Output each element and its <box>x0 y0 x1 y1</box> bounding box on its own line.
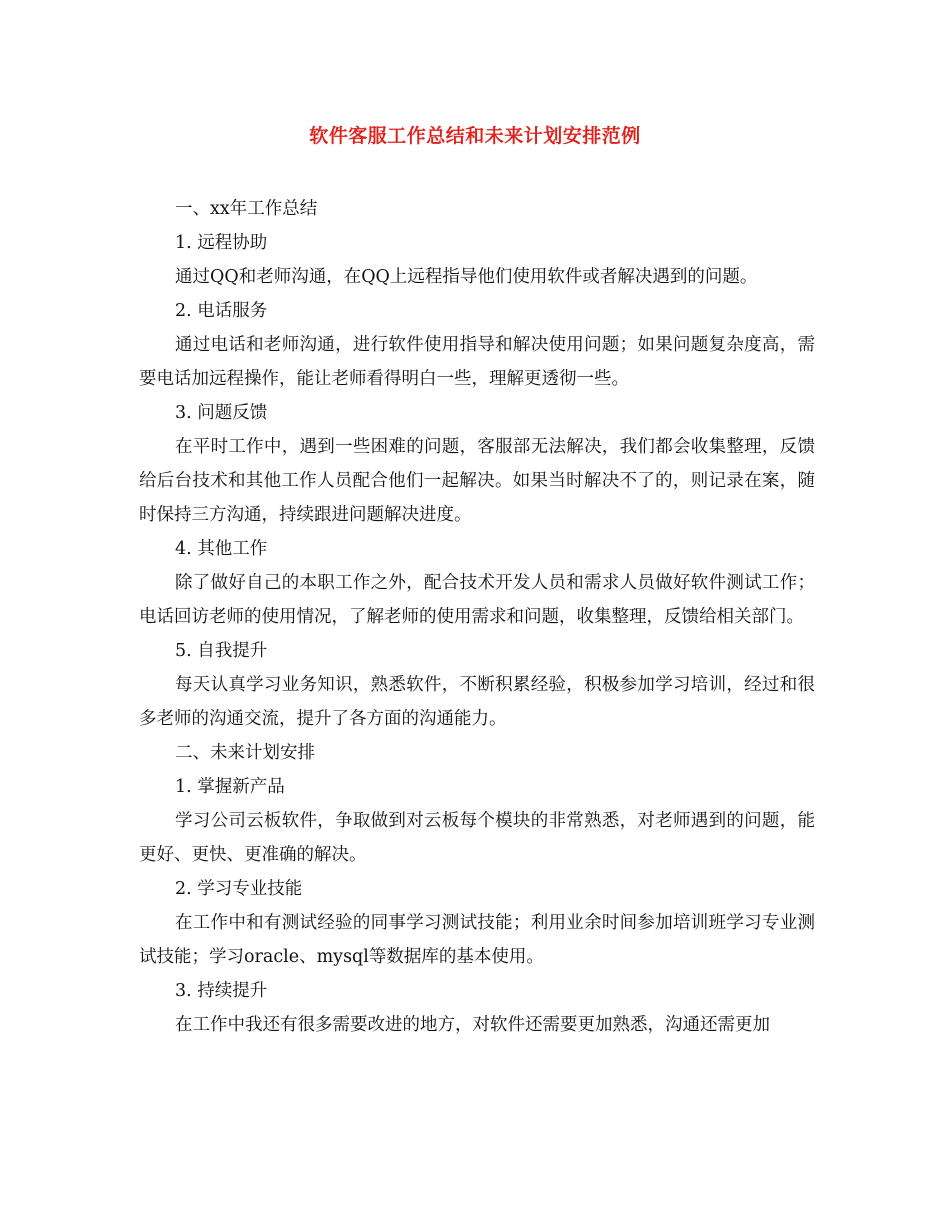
item-heading: 1. 远程协助 <box>175 233 268 253</box>
item-heading: 2. 电话服务 <box>175 301 268 321</box>
paragraph: 通过QQ和老师沟通，在QQ上远程指导他们使用软件或者解决遇到的问题。 <box>175 267 758 287</box>
item-heading: 3. 问题反馈 <box>175 403 268 423</box>
paragraph: 学习公司云板软件，争取做到对云板每个模块的非常熟悉，对老师遇到的问题，能更好、更快、更准确的解决。 <box>139 811 815 865</box>
section-heading: 一、xx年工作总结 <box>175 199 318 219</box>
item-heading: 4. 其他工作 <box>175 539 268 559</box>
paragraph: 在工作中和有测试经验的同事学习测试技能；利用业余时间参加培训班学习专业测试技能；学习oracle、mysql等数据库的基本使用。 <box>139 913 815 967</box>
paragraph: 通过电话和老师沟通，进行软件使用指导和解决使用问题；如果问题复杂度高，需要电话加远程操作，能让老师看得明白一些，理解更透彻一些。 <box>139 335 815 389</box>
section-heading: 二、未来计划安排 <box>175 743 315 763</box>
paragraph: 每天认真学习业务知识，熟悉软件，不断积累经验，积极参加学习培训，经过和很多老师的沟通交流，提升了各方面的沟通能力。 <box>139 675 815 729</box>
document-body <box>139 192 815 1042</box>
item-heading: 5. 自我提升 <box>175 641 268 661</box>
document-title: 软件客服工作总结和未来计划安排范例 <box>309 125 641 147</box>
paragraph: 在工作中我还有很多需要改进的地方，对软件还需要更加熟悉，沟通还需更加 <box>175 1015 770 1035</box>
item-heading: 2. 学习专业技能 <box>175 879 303 899</box>
item-heading: 1. 掌握新产品 <box>175 777 285 797</box>
paragraph: 除了做好自己的本职工作之外，配合技术开发人员和需求人员做好软件测试工作；电话回访老师的使用情况，了解老师的使用需求和问题，收集整理，反馈给相关部门。 <box>139 573 815 627</box>
paragraph: 在平时工作中，遇到一些困难的问题，客服部无法解决，我们都会收集整理，反馈给后台技术和其他工作人员配合他们一起解决。如果当时解决不了的，则记录在案，随时保持三方沟通，持续跟进问题解决进度。 <box>139 437 815 525</box>
item-heading: 3. 持续提升 <box>175 981 268 1001</box>
